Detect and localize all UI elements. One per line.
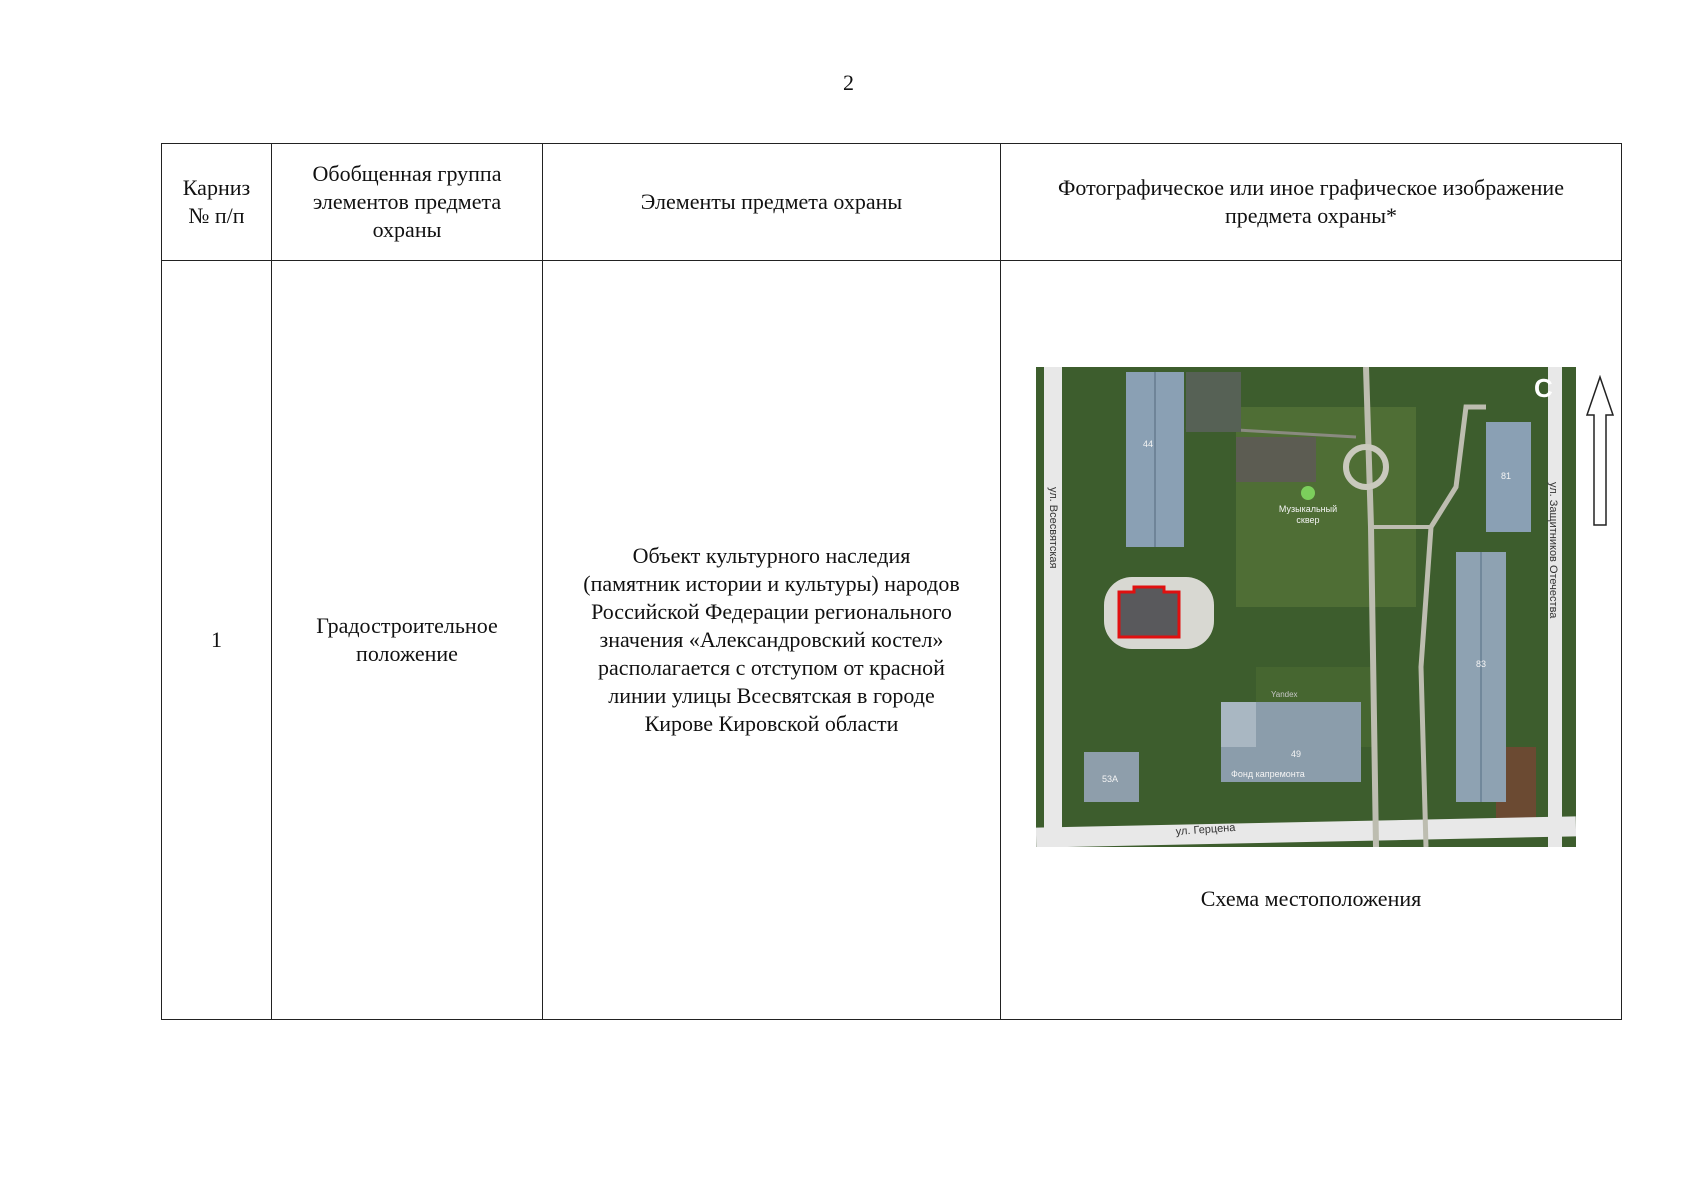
- row-element-description: Объект культурного наследия (памятник истории и культуры) народов Российской Федерации регионального значения «Александровский костел» располагается с отступом от красной линии улицы Всесвятская в городе Кирове Кировской области: [543, 261, 1001, 1020]
- protection-table: [161, 143, 1622, 1020]
- house-number-83: 83: [1476, 659, 1487, 669]
- house-number-49: 49: [1291, 749, 1302, 759]
- street-label-left: ул. Всесвятская: [1047, 487, 1059, 569]
- table-row: [162, 261, 1622, 1020]
- org-label: Фонд капремонта: [1231, 769, 1305, 779]
- satellite-map-drawing: [1036, 367, 1576, 847]
- north-arrow-icon: [1585, 375, 1615, 527]
- map-watermark: Yandex: [1271, 690, 1298, 699]
- park-icon: [1301, 486, 1315, 500]
- header-elements: Элементы предмета охраны: [543, 144, 1001, 261]
- header-group: Обобщенная группа элементов предмета охраны: [272, 144, 543, 261]
- satellite-map: [1036, 367, 1576, 847]
- header-number: Карниз № п/п: [162, 144, 272, 261]
- house-number-53A: 53А: [1102, 774, 1119, 784]
- location-map-figure: [1030, 367, 1592, 913]
- row-number: 1: [162, 261, 272, 1020]
- header-image: Фотографическое или иное графическое изображение предмета охраны*: [1001, 144, 1622, 261]
- table-header-row: [162, 144, 1622, 261]
- park-label-line2: сквер: [1296, 515, 1320, 525]
- kostel-outline-highlight: [1119, 587, 1179, 637]
- north-marker: С: [1534, 373, 1553, 403]
- row-image-cell: [1001, 261, 1622, 1020]
- row-group: Градостроительное положение: [272, 261, 543, 1020]
- house-number-81: 81: [1501, 471, 1512, 481]
- image-caption: Схема местоположения: [1200, 886, 1422, 911]
- park-label-line1: Музыкальный: [1278, 504, 1338, 514]
- page-number: 2: [843, 70, 854, 95]
- street-label-right: ул. Защитников Отечества: [1547, 482, 1559, 619]
- house-number-44: 44: [1143, 439, 1154, 449]
- street-label-bottom: ул. Герцена: [1175, 821, 1236, 838]
